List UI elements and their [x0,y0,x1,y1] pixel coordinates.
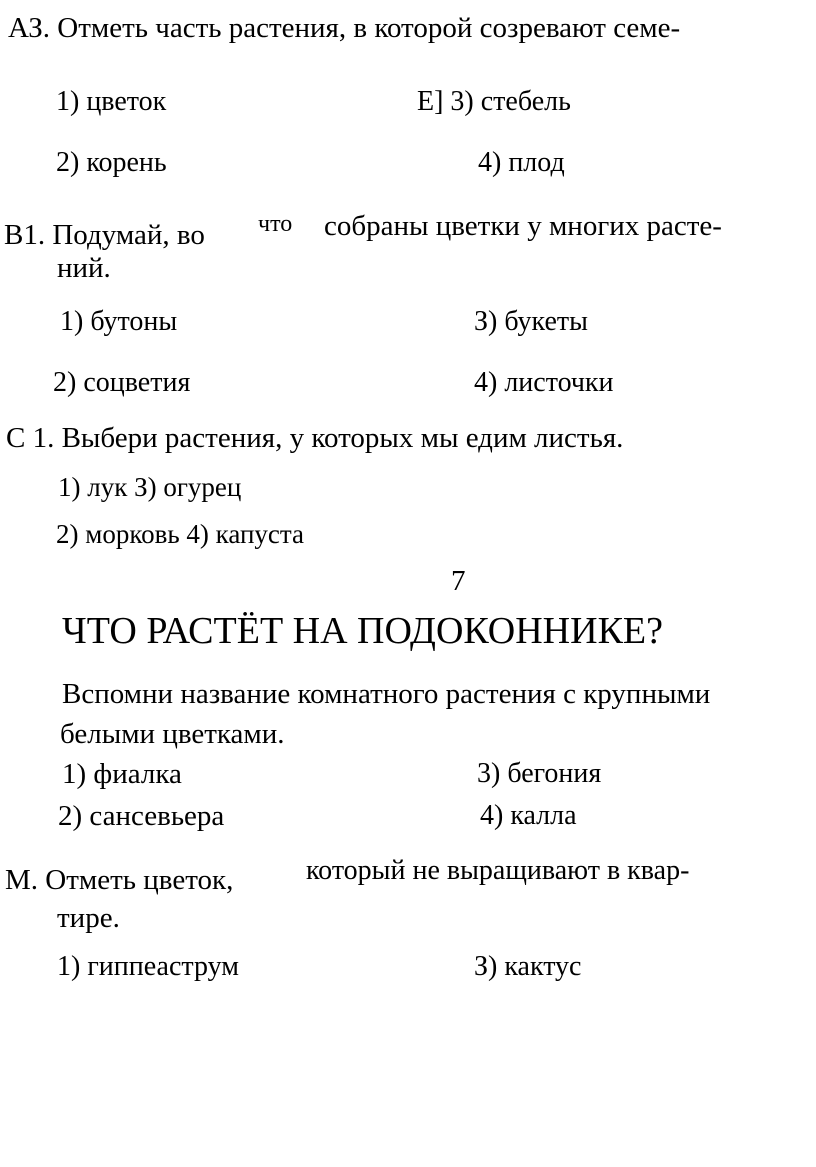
option-section-3: 3) бегония [477,758,602,789]
option-b1-2: 2) соцветия [53,367,191,398]
option-section-1: 1) фиалка [62,758,182,790]
option-a3-2: 2) корень [56,147,167,178]
page-number: 7 [451,565,466,597]
option-m-3: З) кактус [474,951,582,982]
question-m-part1: М. Отметь цветок, [5,864,234,896]
option-a3-3: Е] 3) стебель [417,86,571,117]
option-a3-4: 4) плод [478,147,565,178]
option-section-4: 4) калла [480,800,577,831]
option-c1-row2: 2) морковь 4) капуста [56,519,305,549]
question-b1-line2: ний. [57,252,111,284]
section-title: ЧТО РАСТЁТ НА ПОДОКОННИКЕ? [62,610,663,652]
option-section-2: 2) сансевьера [58,800,225,832]
option-b1-4: 4) листочки [474,367,614,398]
option-b1-3: З) букеты [474,306,588,337]
section-question-line2: белыми цветками. [60,718,285,750]
question-b1-part2: что [258,211,293,237]
option-b1-1: 1) бутоны [60,306,178,337]
question-b1-part1: В1. Подумай, во [4,219,205,251]
question-m-line2: тире. [57,902,120,934]
question-b1-part3: собраны цветки у многих расте- [324,210,722,242]
section-question-line1: Вспомни название комнатного растения с крупными [62,678,711,710]
option-m-1: 1) гиппеаструм [57,951,239,982]
option-c1-row1: 1) лук З) огурец [58,472,242,502]
question-a3-text: АЗ. Отметь часть растения, в которой созревают семе- [8,12,681,44]
question-c1-text: С 1. Выбери растения, у которых мы едим листья. [6,422,624,454]
option-a3-1: 1) цветок [56,86,167,117]
question-m-part2: который не выращивают в квар- [306,855,690,886]
